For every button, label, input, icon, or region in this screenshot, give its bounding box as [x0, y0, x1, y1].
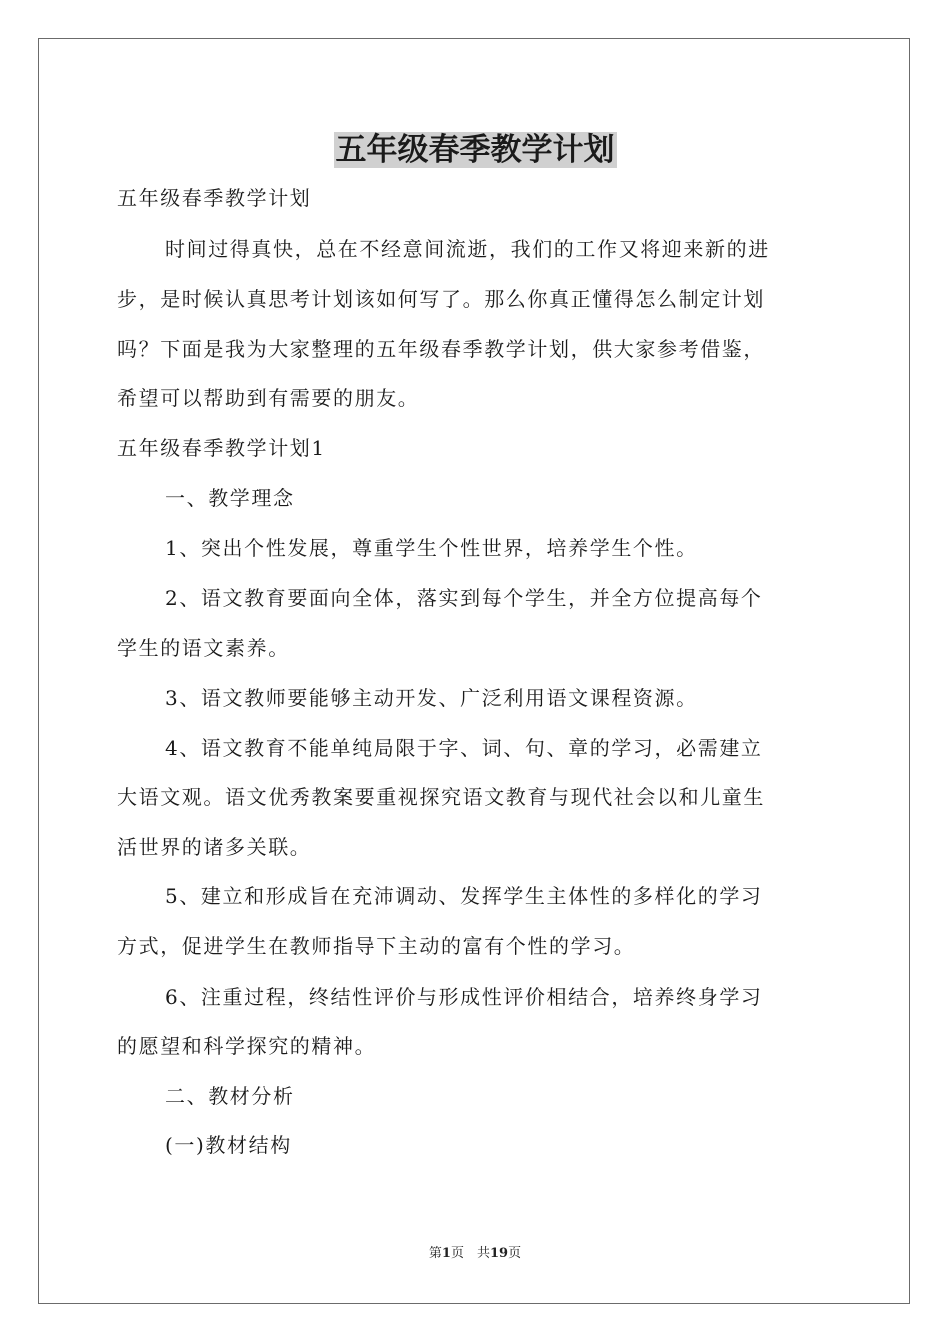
paragraph-line: 步，是时候认真思考计划该如何写了。那么你真正懂得怎么制定计划 — [117, 287, 765, 311]
list-item-continuation: 方式，促进学生在教师指导下主动的富有个性的学习。 — [117, 934, 636, 958]
section-heading: 一、教学理念 — [165, 486, 295, 510]
paragraph-line: 希望可以帮助到有需要的朋友。 — [117, 386, 420, 410]
footer-suffix: 页 — [508, 1246, 522, 1261]
list-item-continuation: 学生的语文素养。 — [117, 636, 290, 660]
document-title — [0, 128, 950, 172]
page-border — [38, 38, 910, 1304]
section-heading: 二、教材分析 — [165, 1084, 295, 1108]
list-item: 4、语文教育不能单纯局限于字、词、句、章的学习，必需建立 — [165, 736, 763, 760]
subsection-heading: (一)教材结构 — [165, 1133, 292, 1157]
list-item-continuation: 活世界的诸多关联。 — [117, 835, 312, 859]
list-item-continuation: 的愿望和科学探究的精神。 — [117, 1034, 377, 1058]
list-item: 3、语文教师要能够主动开发、广泛利用语文课程资源。 — [165, 686, 698, 710]
footer-total-pages: 19 — [489, 1246, 509, 1261]
list-item: 5、建立和形成旨在充沛调动、发挥学生主体性的多样化的学习 — [165, 884, 763, 908]
document-title-text: 五年级春季教学计划 — [335, 132, 615, 168]
list-item-continuation: 大语文观。语文优秀教案要重视探究语文教育与现代社会以和儿童生 — [117, 785, 765, 809]
list-item: 1、突出个性发展，尊重学生个性世界，培养学生个性。 — [165, 536, 698, 560]
section-heading: 五年级春季教学计划1 — [117, 436, 326, 460]
paragraph-line: 时间过得真快，总在不经意间流逝，我们的工作又将迎来新的进 — [165, 237, 770, 261]
page-footer — [0, 1245, 950, 1263]
footer-prefix: 第 — [428, 1246, 442, 1261]
paragraph-line: 吗？下面是我为大家整理的五年级春季教学计划，供大家参考借鉴， — [117, 337, 765, 361]
footer-mid: 页 共 — [450, 1246, 490, 1261]
list-item: 2、语文教育要面向全体，落实到每个学生，并全方位提高每个 — [165, 586, 763, 610]
footer-current-page: 1 — [441, 1246, 451, 1261]
list-item: 6、注重过程，终结性评价与形成性评价相结合，培养终身学习 — [165, 985, 763, 1009]
subtitle-line: 五年级春季教学计划 — [117, 186, 312, 210]
